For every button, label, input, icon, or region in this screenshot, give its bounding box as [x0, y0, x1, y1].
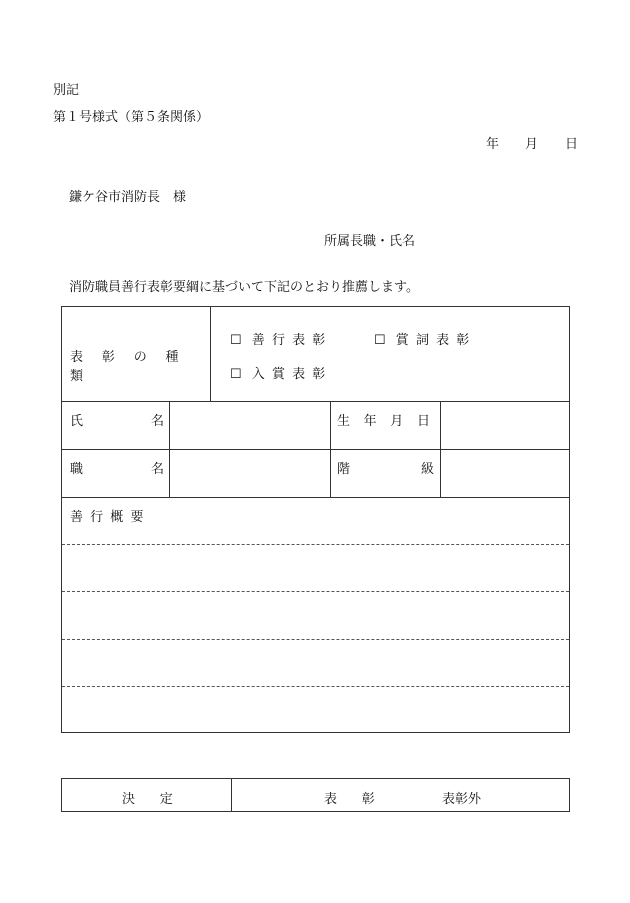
checkbox-icon[interactable]: ☐ [374, 333, 386, 348]
date-day-label: 日 [565, 137, 579, 152]
option-label: 入賞表彰 [251, 367, 333, 382]
rank-label-part: 級 [420, 462, 434, 477]
option-shoshi[interactable] [374, 329, 476, 348]
row-divider [62, 401, 569, 402]
award-type-label [70, 346, 212, 384]
option-nyusho[interactable] [230, 363, 332, 382]
decision-no-award-option[interactable]: 表彰外 [442, 792, 482, 807]
name-field[interactable] [166, 410, 326, 446]
position-label [70, 458, 164, 477]
option-label: 賞詞表彰 [395, 333, 477, 348]
option-label: 善行表彰 [251, 333, 333, 348]
position-label-part: 名 [150, 462, 164, 477]
name-label-part: 氏 [70, 414, 84, 429]
intro-text: 消防職員善行表彰要綱に基づいて下記のとおり推薦します。 [69, 280, 419, 295]
row-divider [62, 497, 569, 498]
summary-label: 善行概要 [70, 510, 151, 525]
birthdate-field[interactable] [442, 403, 568, 447]
rank-label-part: 階 [337, 462, 351, 477]
date-year-label: 年 [486, 137, 500, 152]
decision-award-option[interactable] [324, 788, 399, 807]
row-divider [62, 449, 569, 450]
form-title: 第１号様式（第５条関係） [53, 110, 210, 125]
addressee: 鎌ケ谷市消防長 様 [69, 190, 187, 205]
sender-label: 所属長職・氏名 [324, 234, 416, 249]
decision-label-text: 決定 [122, 792, 198, 807]
option-zenko[interactable] [230, 329, 332, 348]
date-month-label: 月 [525, 137, 539, 152]
decision-divider [231, 779, 232, 811]
decision-award-text: 表彰 [324, 792, 400, 807]
name-label [70, 410, 164, 429]
checkbox-icon[interactable]: ☐ [230, 333, 242, 348]
position-label-part: 職 [70, 462, 84, 477]
rank-label [337, 458, 434, 477]
appendix-label: 別記 [53, 83, 80, 98]
birthdate-label [337, 410, 444, 429]
checkbox-icon[interactable]: ☐ [230, 367, 242, 382]
position-field[interactable] [172, 451, 328, 495]
decision-table [61, 778, 570, 812]
name-label-part: 名 [150, 414, 164, 429]
summary-field[interactable] [64, 529, 567, 729]
rank-field[interactable] [442, 451, 568, 495]
award-type-label-text: 表彰の種類 [70, 350, 198, 384]
birthdate-label-text: 生年月日 [337, 414, 444, 429]
recommendation-form-table [61, 306, 570, 733]
decision-label [122, 788, 197, 807]
